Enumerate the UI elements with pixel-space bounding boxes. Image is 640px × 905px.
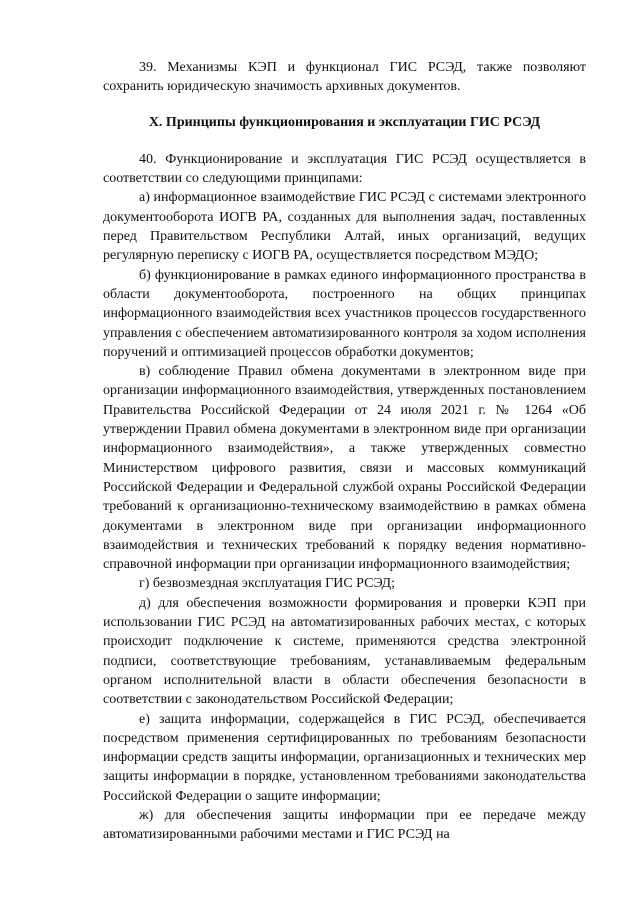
section-heading: X. Принципы функционирования и эксплуатации ГИС РСЭД bbox=[148, 114, 541, 130]
list-item-g: г) безвозмездная эксплуатация ГИС РСЭД; bbox=[139, 576, 395, 592]
paragraph-40: 40. Функционирование и эксплуатация ГИС РСЭД осуществляется в соответствии со следующими принципами: bbox=[103, 151, 586, 187]
document-page bbox=[103, 58, 586, 845]
list-item-d: д) для обеспечения возможности формирования и проверки КЭП при использовании ГИС РСЭД на автоматизированных рабочих местах, с которых происходит подключение к системе, применяются средства электронной подписи, соответствующие требованиям, устанавливаемым федеральным органом исполнительной власти в области обеспечения безопасности в соответствии с законодательством Российской Федерации; bbox=[103, 595, 586, 708]
list-item-zh: ж) для обеспечения защиты информации при ее передаче между автоматизированными рабочими местами и ГИС РСЭД на bbox=[103, 807, 586, 843]
list-item-b: б) функционирование в рамках единого информационного пространства в области документооборота, построенного на общих принципах информационного взаимодействия всех участников процессов государственного управления с обеспечением автоматизированного контроля за ходом исполнения поручений и оптимизацией процессов обработки документов; bbox=[103, 267, 586, 360]
list-item-e: е) защита информации, содержащейся в ГИС РСЭД, обеспечивается посредством применения сертифицированных по требованиям безопасности информации средств защиты информации, организационных и технических мер защиты информации в порядке, установленном требованиями законодательства Российской Федерации о защите информации; bbox=[103, 711, 586, 804]
list-item-a: а) информационное взаимодействие ГИС РСЭД с системами электронного документооборота ИОГВ РА, созданных для выполнения задач, поставленных перед Правительством Республики Алтай, иных организаций, ведущих регулярную переписку с ИОГВ РА, осуществляется посредством МЭДО; bbox=[103, 190, 586, 264]
paragraph-39: 39. Механизмы КЭП и функционал ГИС РСЭД, также позволяют сохранить юридическую значимость архивных документов. bbox=[103, 60, 586, 95]
list-item-v: в) соблюдение Правил обмена документами в электронном виде при организации информационного взаимодействия, утвержденных постановлением Правительства Российской Федерации от 24 июля 2021 г. № 1264 «Об утверждении Правил обмена документами в электронном виде при организации информационного взаимодействия», а также утвержденных совместно Министерством цифрового развития, связи и массовых коммуникаций Российской Федерации и Федеральной службой охраны Российской Федерации требований к организационно-техническому взаимодействию в рамках обмена документами в электронном виде при организации информационного взаимодействия и технических требований к порядку ведения нормативно-справочной информации при организации информационного взаимодействия; bbox=[103, 364, 586, 573]
